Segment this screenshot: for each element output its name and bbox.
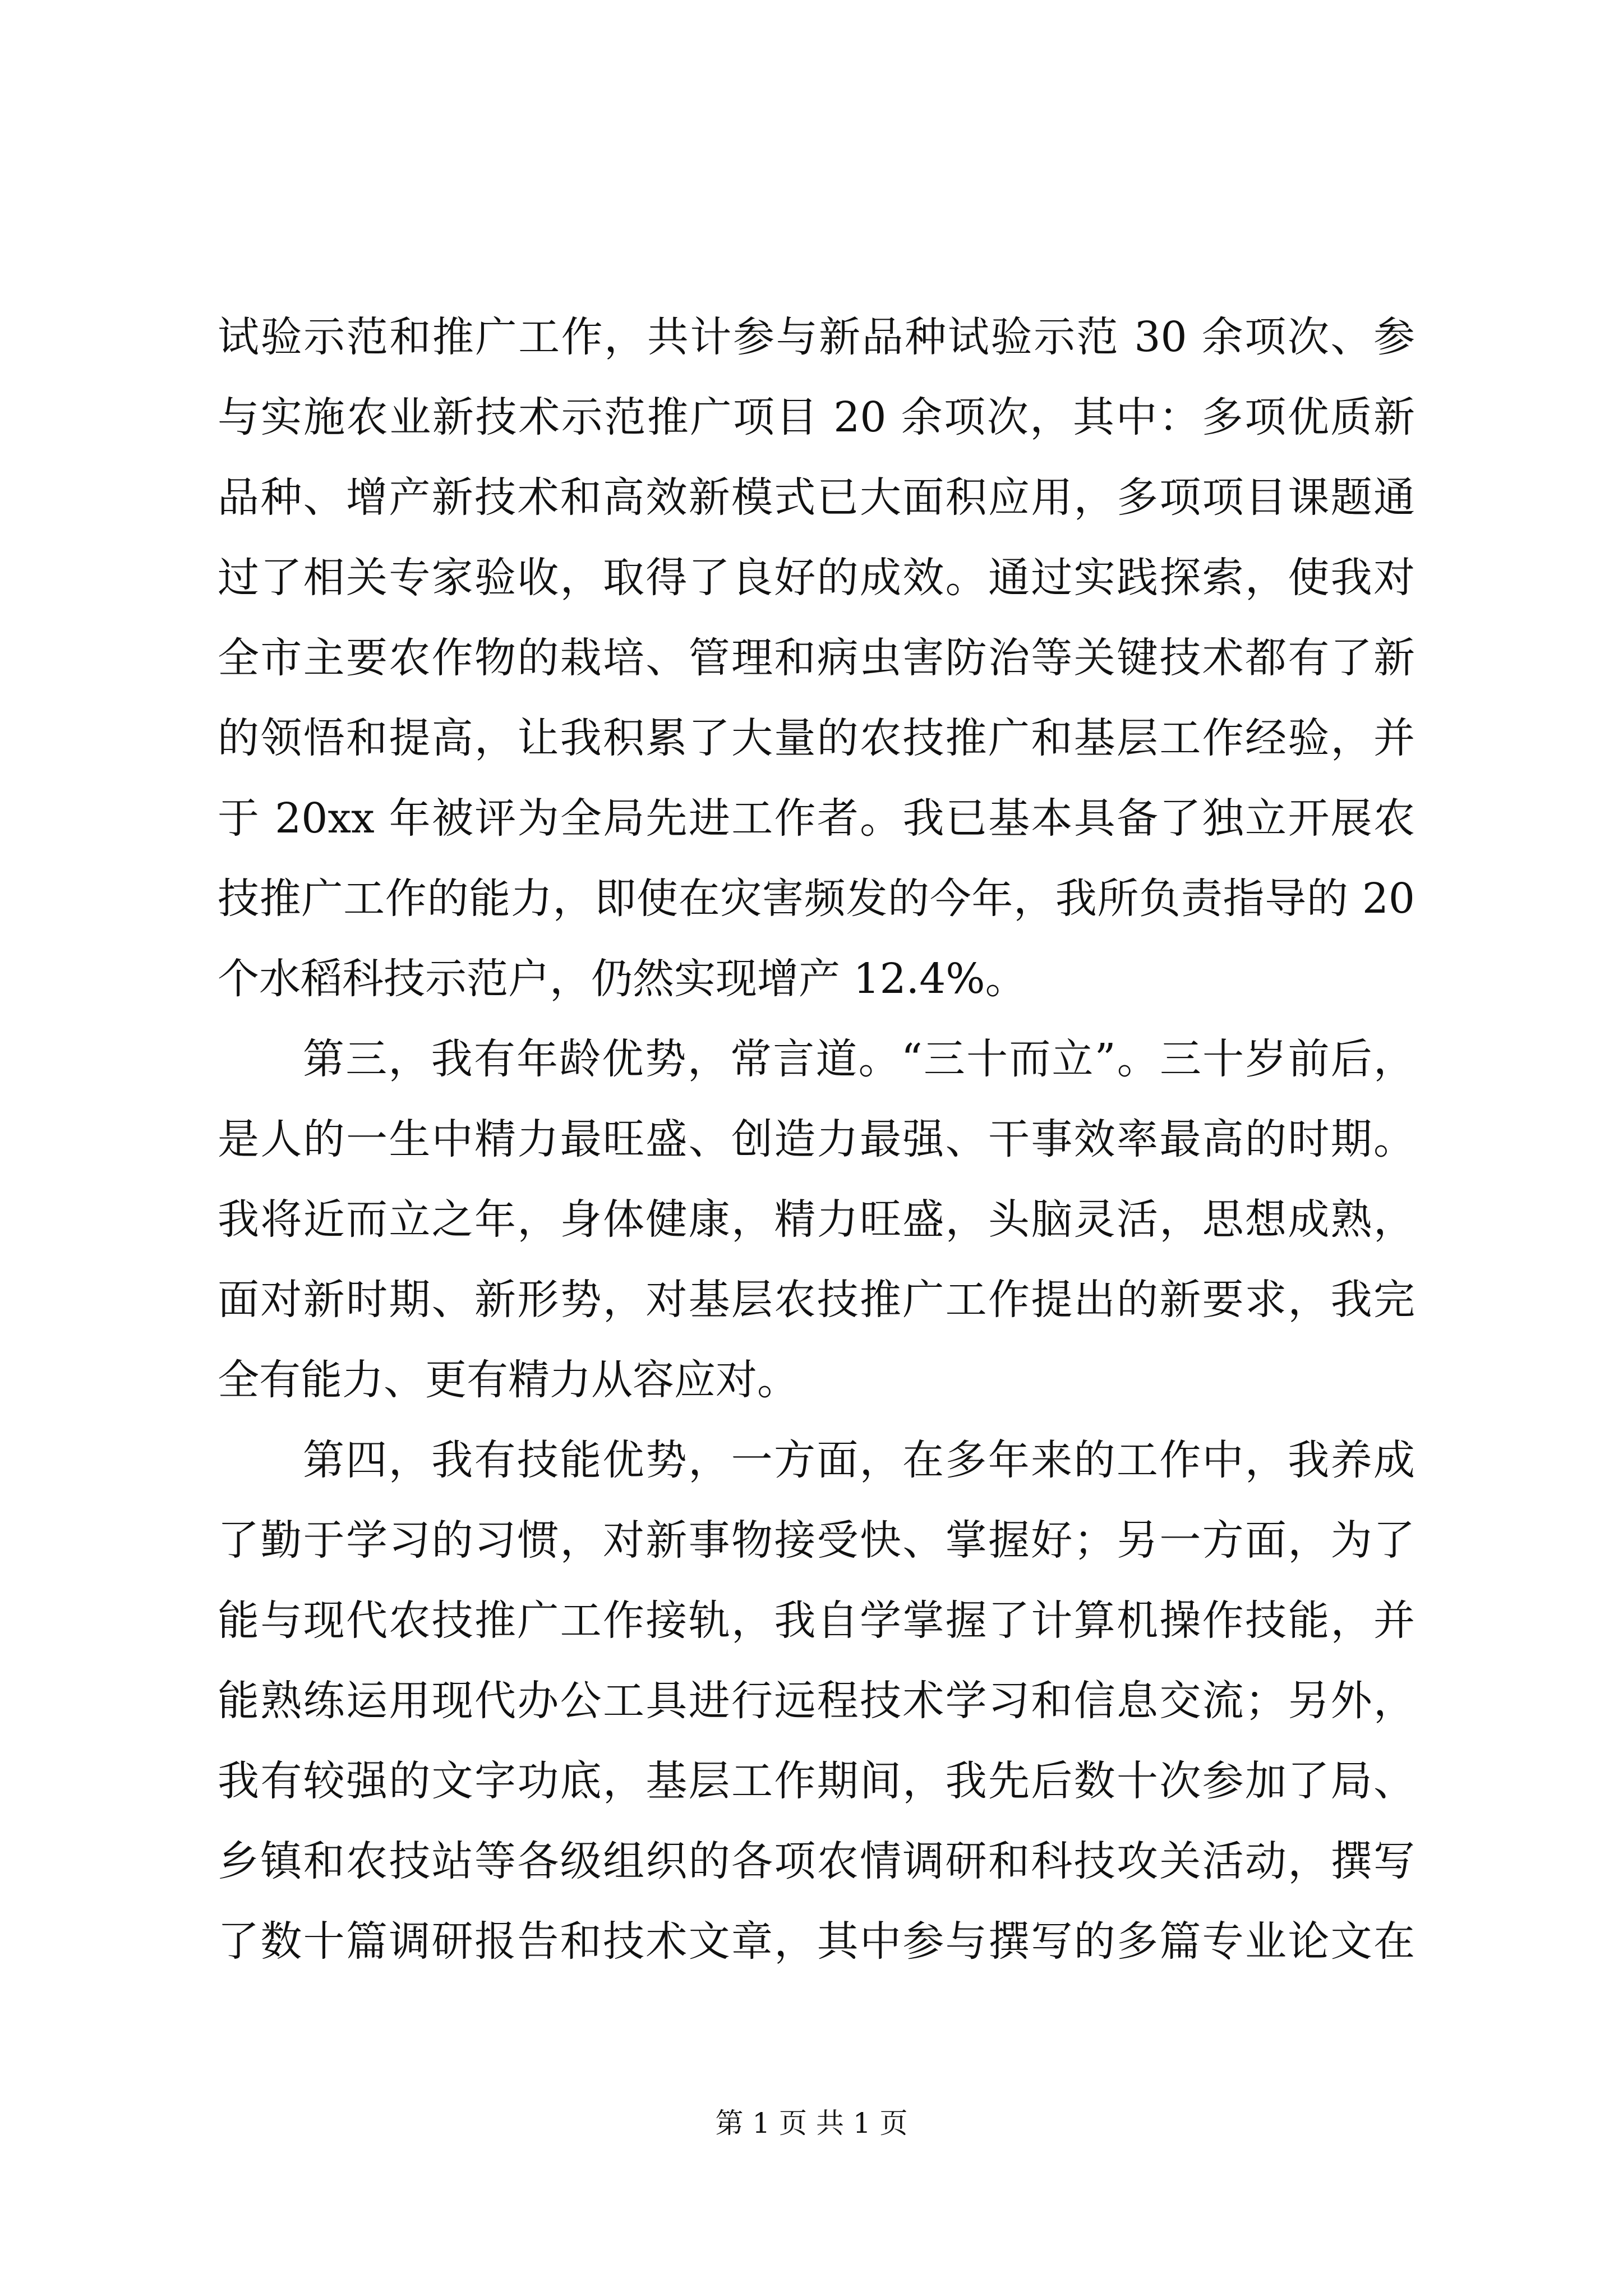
text-line: 全市主要农作物的栽培、管理和病虫害防治等关键技术都有了新 [218, 634, 1415, 682]
text-line: 乡镇和农技站等各级组织的各项农情调研和科技攻关活动，撰写 [218, 1837, 1415, 1885]
paragraph-start-line: 第四，我有技能优势，一方面，在多年来的工作中，我养成 [303, 1436, 1415, 1484]
text-line: 全有能力、更有精力从容应对。 [218, 1356, 799, 1404]
text-line: 我将近而立之年，身体健康，精力旺盛，头脑灵活，思想成熟， [218, 1195, 1415, 1244]
text-line: 过了相关专家验收，取得了良好的成效。通过实践探索，使我对 [218, 554, 1415, 602]
paragraph-start-line: 第三，我有年龄优势，常言道。“三十而立”。三十岁前后， [303, 1035, 1415, 1083]
text-line: 个水稻科技示范户，仍然实现增产 12.4%。 [218, 955, 1027, 1003]
text-line: 试验示范和推广工作，共计参与新品种试验示范 30 余项次、参 [218, 313, 1415, 361]
text-line: 我有较强的文字功底，基层工作期间，我先后数十次参加了局、 [218, 1757, 1415, 1805]
page-footer: 第 1 页 共 1 页 [715, 2107, 908, 2139]
text-line: 面对新时期、新形势，对基层农技推广工作提出的新要求，我完 [218, 1276, 1415, 1324]
body-text [218, 297, 1415, 1982]
text-line: 是人的一生中精力最旺盛、创造力最强、干事效率最高的时期。 [218, 1115, 1415, 1163]
text-line: 的领悟和提高，让我积累了大量的农技推广和基层工作经验，并 [218, 714, 1415, 762]
text-line: 品种、增产新技术和高效新模式已大面积应用，多项项目课题通 [218, 473, 1415, 522]
text-line: 技推广工作的能力，即使在灾害频发的今年，我所负责指导的 20 [218, 875, 1415, 923]
text-line: 了数十篇调研报告和技术文章，其中参与撰写的多篇专业论文在 [218, 1917, 1415, 1966]
text-line: 能与现代农技推广工作接轨，我自学掌握了计算机操作技能，并 [218, 1596, 1415, 1645]
text-line: 与实施农业新技术示范推广项目 20 余项次，其中：多项优质新 [218, 393, 1415, 441]
text-line: 于 20xx 年被评为全局先进工作者。我已基本具备了独立开展农 [218, 794, 1415, 843]
text-line: 能熟练运用现代办公工具进行远程技术学习和信息交流；另外， [218, 1677, 1415, 1725]
text-line: 了勤于学习的习惯，对新事物接受快、掌握好；另一方面，为了 [218, 1516, 1415, 1565]
